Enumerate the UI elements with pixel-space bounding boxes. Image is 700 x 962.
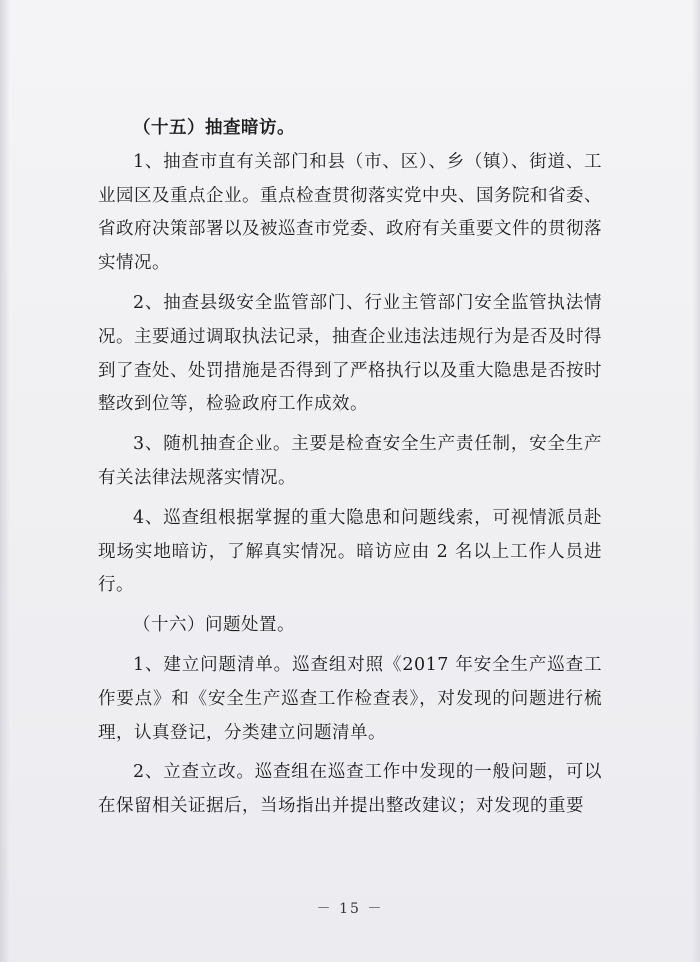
document-body xyxy=(98,112,602,824)
paragraph-15-3: 3、随机抽查企业。主要是检查安全生产责任制，安全生产有关法律法规落实情况。 xyxy=(98,434,602,488)
scan-edge-left xyxy=(0,0,10,962)
paragraph-16-1: 1、建立问题清单。巡查组对照《2017 年安全生产巡查工作要点》和《安全生产巡查工作检查表》，对发现的问题进行梳理，认真登记，分类建立问题清单。 xyxy=(98,654,602,743)
section-heading-16: （十六）问题处置。 xyxy=(133,615,295,636)
page-number: － 15 － xyxy=(316,901,384,917)
section-heading-15: （十五）抽查暗访。 xyxy=(133,118,295,138)
paragraph-15-2: 2、抽查县级安全监管部门、行业主管部门安全监管执法情况。主要通过调取执法记录，抽查企业违法违规行为是否及时得到了查处、处罚措施是否得到了严格执行以及重大隐患是否按时整改到位等，检验政府工作成效。 xyxy=(98,292,602,415)
paragraph-15-1: 1、抽查市直有关部门和县（市、区）、乡（镇）、街道、工业园区及重点企业。重点检查贯彻落实党中央、国务院和省委、省政府决策部署以及被巡查市党委、政府有关重要文件的贯彻落实情况。 xyxy=(98,151,602,274)
paragraph-15-4: 4、巡查组根据掌握的重大隐患和问题线索，可视情派员赴现场实地暗访，了解真实情况。暗访应由 2 名以上工作人员进行。 xyxy=(98,507,602,596)
scan-edge-right xyxy=(692,0,700,962)
paragraph-16-2: 2、立查立改。巡查组在巡查工作中发现的一般问题，可以在保留相关证据后，当场指出并提出整改建议；对发现的重要 xyxy=(98,762,602,817)
